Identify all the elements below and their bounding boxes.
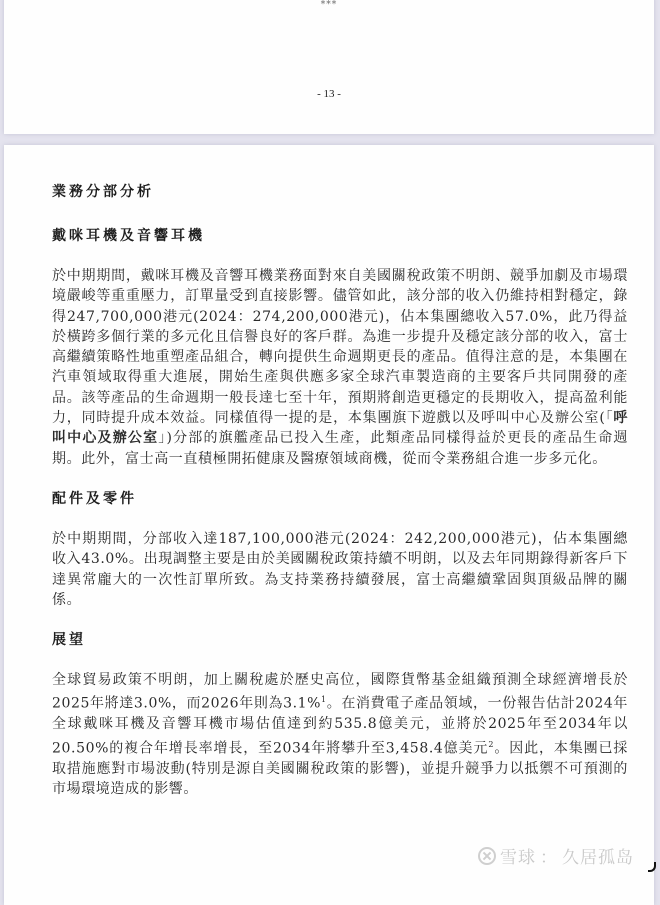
watermark-separator: ： xyxy=(540,848,558,868)
corner-resize-icon xyxy=(648,862,656,872)
snowball-logo-icon xyxy=(478,847,496,865)
footnote-ref-1: 1 xyxy=(321,695,327,705)
page-number: - 13 - xyxy=(317,88,341,100)
watermark xyxy=(478,843,634,868)
bold-term: 呼叫中心及辦公室 xyxy=(52,410,628,447)
previous-page xyxy=(4,0,654,134)
paragraph-text: 全球貿易政策不明朗，加上關稅處於歷史高位，國際貨幣基金組織預測全球經濟增長於2025年將達3.0%，而2026年則為3.1% xyxy=(52,672,628,713)
watermark-author: 久居孤岛 xyxy=(562,848,634,868)
current-page xyxy=(4,145,654,905)
document-content xyxy=(52,183,628,799)
paragraph-headsets xyxy=(52,266,628,469)
paragraph-accessories: 於中期期間，分部收入達187,100,000港元(2024：242,200,000港元)，佔本集團總收入43.0%。出現調整主要是由於美國關稅政策持續不明朗，以及去年同期錄得新客戶下達異常龐大的一次性訂單所致。為支持業務持續發展，富士高繼續鞏固與頂級品牌的關係。 xyxy=(52,530,628,608)
subsection-title-outlook: 展望 xyxy=(52,632,86,649)
ellipsis-marker: *** xyxy=(320,0,338,10)
paragraph-text: 。在消費電子產品領域，一份報告估計2024年全球戴咪耳機及音響耳機市場估值達到約535.8億美元，並將於2025年至2034年以20.50%的複合年增長率增長，至2034年將攀升至3,458.4億美元 xyxy=(52,696,629,757)
footnote-ref-2: 2 xyxy=(488,739,495,749)
section-heading-business-segment-analysis: 業務分部分析 xyxy=(52,184,154,200)
paragraph-outlook xyxy=(52,670,628,799)
watermark-brand: 雪球 xyxy=(500,848,536,868)
subsection-title-headsets: 戴咪耳機及音響耳機 xyxy=(52,228,205,244)
subsection-title-accessories: 配件及零件 xyxy=(52,490,137,507)
paragraph-text: 」)分部的旗艦產品已投入生產，此類產品同樣得益於更長的產品生命週期。此外，富士高一直積極開拓健康及醫療領域商機，從而令業務組合進一步多元化。 xyxy=(52,430,628,467)
paragraph-text: 。因此，本集團已採取措施應對市場波動(特別是源自美國關稅政策的影響)，並提升競爭力以抵禦不可預測的市場環境造成的影響。 xyxy=(52,740,628,797)
paragraph-text: 於中期期間，戴咪耳機及音響耳機業務面對來自美國關稅政策不明朗、競爭加劇及市場環境嚴峻等重重壓力，訂單量受到直接影響。儘管如此，該分部的收入仍維持相對穩定，錄得247,700,000港元(2024：274,200,000港元)，佔本集團總收入57.0%，此乃得益於橫跨多個行業的多元化且信譽良好的客戶群。為進一步提升及穩定該分部的收入，富士高繼續策略性地重塑產品組合，轉向提供生命週期更長的產品。值得注意的是，本集團在汽車領域取得重大進展，開始生產與供應多家全球汽車製造商的主要客戶共同開發的產品。該等產品的生命週期一般長達七至十年，預期將創造更穩定的長期收入，提高盈利能力，同時提升成本效益。同樣值得一提的是，本集團旗下遊戲以及呼叫中心及辦公室(「 xyxy=(52,268,628,427)
